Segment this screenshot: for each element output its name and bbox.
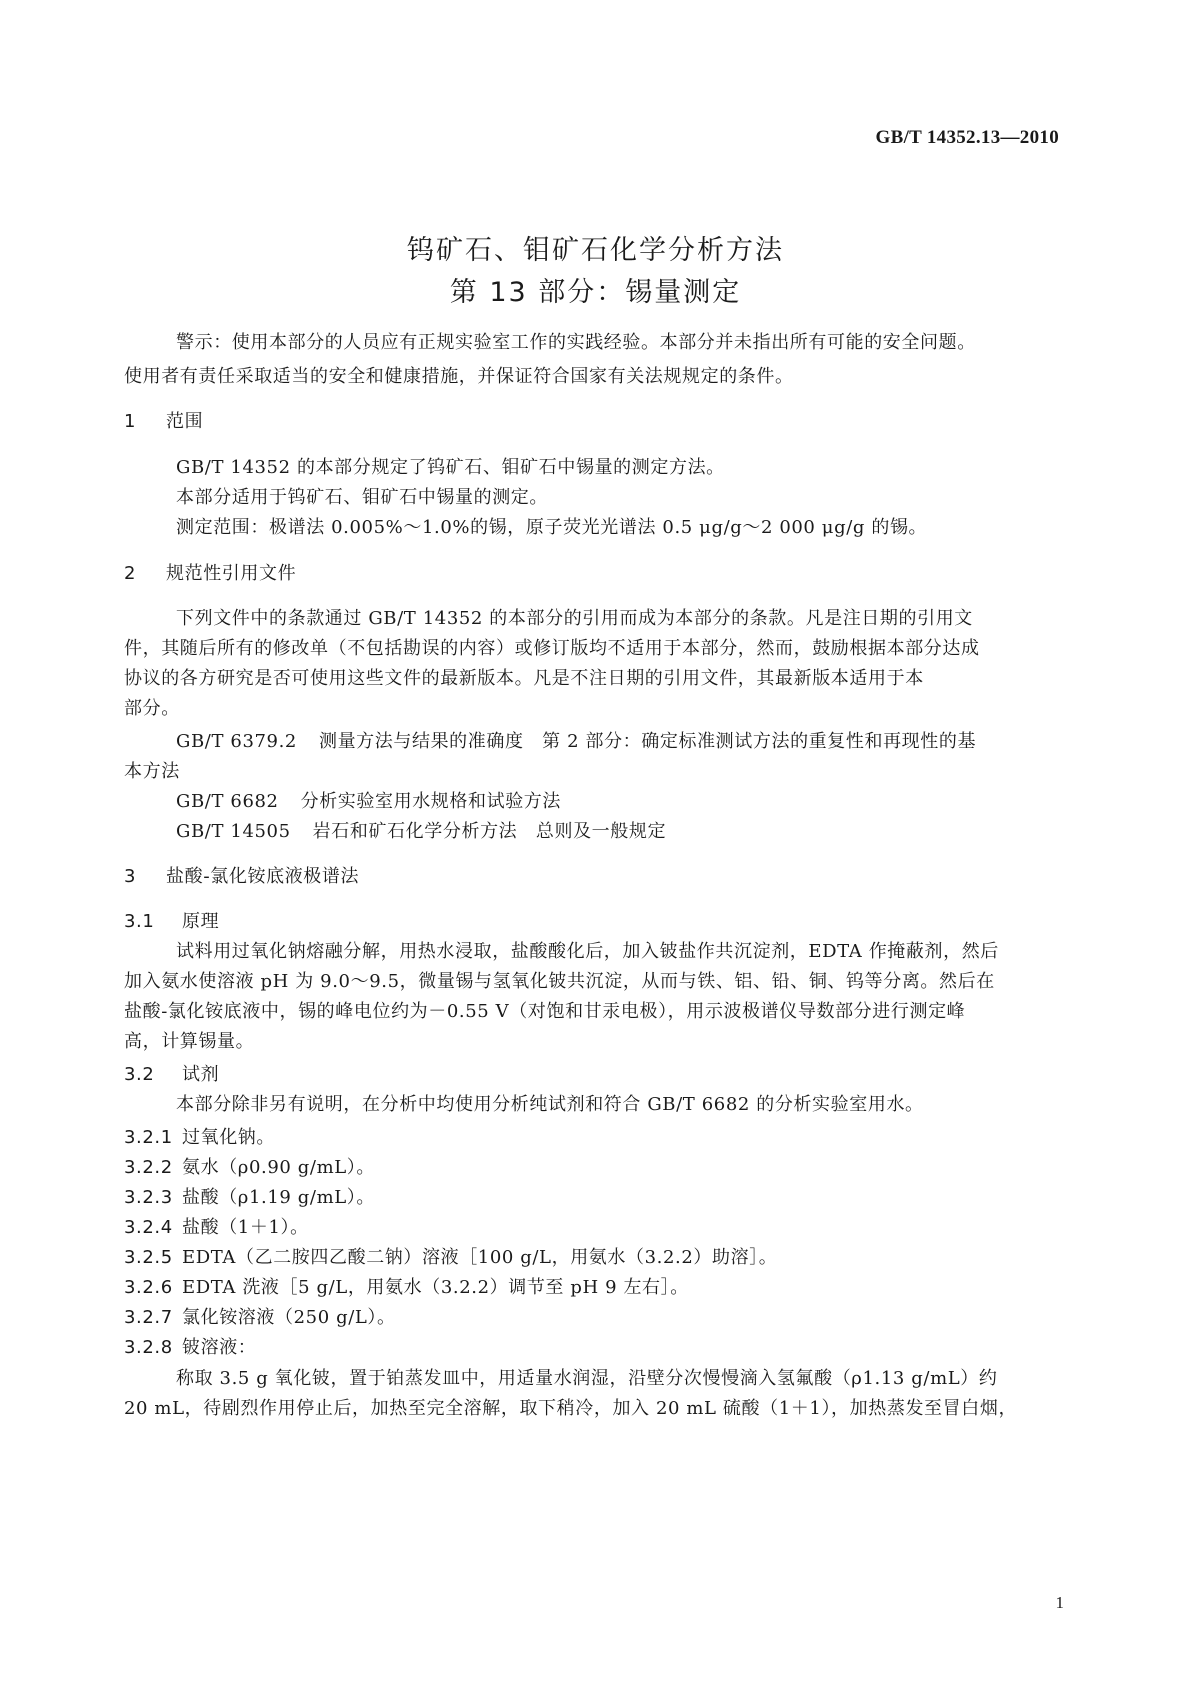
subsection-3-2-heading bbox=[124, 1063, 1064, 1087]
reagent-item bbox=[124, 1216, 1064, 1240]
reagent-number: 3.2.8 bbox=[124, 1337, 173, 1358]
section-3-number: 3 bbox=[124, 866, 137, 887]
reference-code: GB/T 14505 bbox=[176, 821, 291, 842]
reference-item bbox=[176, 790, 1064, 814]
warning-line-1: 警示：使用本部分的人员应有正规实验室工作的实践经验。本部分并未指出所有可能的安全问题。 bbox=[176, 332, 976, 353]
warning-line-2: 使用者有责任采取适当的安全和健康措施，并保证符合国家有关法规规定的条件。 bbox=[124, 366, 794, 387]
reagent-text: EDTA 洗液［5 g/L，用氨水（3.2.2）调节至 pH 9 左右］。 bbox=[182, 1277, 689, 1298]
document-subtitle: 第 13 部分：锡量测定 bbox=[449, 277, 742, 308]
s2-intro-line-4: 部分。 bbox=[124, 698, 180, 719]
section-1-heading bbox=[124, 410, 1064, 434]
reagent-text: 氨水（ρ0.90 g/mL）。 bbox=[182, 1157, 375, 1178]
s2-intro-line-1: 下列文件中的条款通过 GB/T 14352 的本部分的引用而成为本部分的条款。凡是注日期的引用文 bbox=[176, 608, 973, 629]
beryllium-prep-line-2: 20 mL，待剧烈作用停止后，加热至完全溶解，取下稍冷，加入 20 mL 硫酸（1＋1），加热蒸发至冒白烟， bbox=[124, 1398, 1018, 1419]
reagent-text: EDTA（乙二胺四乙酸二钠）溶液［100 g/L，用氨水（3.2.2）助溶］。 bbox=[182, 1247, 778, 1268]
reference-code: GB/T 6682 bbox=[176, 791, 279, 812]
reagent-text: 盐酸（1＋1）。 bbox=[182, 1217, 309, 1238]
subsection-3-1-title: 原理 bbox=[182, 911, 220, 932]
reagent-number: 3.2.7 bbox=[124, 1307, 173, 1328]
principle-line-1: 试料用过氧化钠熔融分解，用热水浸取，盐酸酸化后，加入铍盐作共沉淀剂，EDTA 作掩蔽剂，然后 bbox=[176, 941, 999, 962]
principle-line-2: 加入氨水使溶液 pH 为 9.0～9.5，微量锡与氢氧化铍共沉淀，从而与铁、铝、铅、铜、钨等分离。然后在 bbox=[124, 971, 995, 992]
section-3-title: 盐酸-氯化铵底液极谱法 bbox=[166, 866, 360, 887]
s1-para-1: GB/T 14352 的本部分规定了钨矿石、钼矿石中锡量的测定方法。 bbox=[176, 457, 725, 478]
reagent-text: 铍溶液： bbox=[182, 1337, 257, 1358]
reagent-item bbox=[124, 1156, 1064, 1180]
reagent-item bbox=[124, 1276, 1064, 1300]
standard-code: GB/T 14352.13—2010 bbox=[875, 127, 1059, 148]
reference-item bbox=[176, 730, 1064, 754]
reagents-intro: 本部分除非另有说明，在分析中均使用分析纯试剂和符合 GB/T 6682 的分析实验室用水。 bbox=[176, 1094, 924, 1115]
reference-code: GB/T 6379.2 bbox=[176, 731, 297, 752]
principle-line-3: 盐酸-氯化铵底液中，锡的峰电位约为－0.55 V（对饱和甘汞电极），用示波极谱仪导数部分进行测定峰 bbox=[124, 1001, 966, 1022]
subsection-3-1-number: 3.1 bbox=[124, 911, 155, 932]
reagent-number: 3.2.2 bbox=[124, 1157, 173, 1178]
section-2-heading bbox=[124, 562, 1064, 586]
section-2-number: 2 bbox=[124, 563, 137, 584]
reagent-number: 3.2.3 bbox=[124, 1187, 173, 1208]
section-1-number: 1 bbox=[124, 411, 137, 432]
reagent-item bbox=[124, 1306, 1064, 1330]
reagent-item bbox=[124, 1246, 1064, 1270]
subsection-3-1-heading bbox=[124, 910, 1064, 934]
principle-line-4: 高，计算锡量。 bbox=[124, 1031, 255, 1052]
reagent-number: 3.2.4 bbox=[124, 1217, 173, 1238]
reagent-text: 过氧化钠。 bbox=[182, 1127, 275, 1148]
reference-title-continued: 本方法 bbox=[124, 761, 180, 782]
page-number: 1 bbox=[1055, 1593, 1064, 1612]
section-3-heading bbox=[124, 865, 1064, 889]
beryllium-prep-line-1: 称取 3.5 g 氧化铍，置于铂蒸发皿中，用适量水润湿，沿壁分次慢慢滴入氢氟酸（ρ1.13 g/mL）约 bbox=[176, 1368, 998, 1389]
reference-title: 测量方法与结果的准确度 第 2 部分：确定标准测试方法的重复性和再现性的基 bbox=[318, 731, 977, 752]
reagent-text: 氯化铵溶液（250 g/L）。 bbox=[182, 1307, 396, 1328]
reagent-number: 3.2.6 bbox=[124, 1277, 173, 1298]
subsection-3-2-title: 试剂 bbox=[182, 1064, 220, 1085]
s1-para-2: 本部分适用于钨矿石、钼矿石中锡量的测定。 bbox=[176, 487, 548, 508]
reagent-item bbox=[124, 1186, 1064, 1210]
subsection-3-2-number: 3.2 bbox=[124, 1064, 155, 1085]
reagent-number: 3.2.1 bbox=[124, 1127, 173, 1148]
section-2-title: 规范性引用文件 bbox=[166, 563, 297, 584]
reagent-item bbox=[124, 1336, 1064, 1360]
s2-intro-line-2: 件，其随后所有的修改单（不包括勘误的内容）或修订版均不适用于本部分，然而，鼓励根据本部分达成 bbox=[124, 638, 980, 659]
s2-intro-line-3: 协议的各方研究是否可使用这些文件的最新版本。凡是不注日期的引用文件，其最新版本适用于本 bbox=[124, 668, 924, 689]
document-title: 钨矿石、钼矿石化学分析方法 bbox=[407, 235, 784, 266]
reagent-number: 3.2.5 bbox=[124, 1247, 173, 1268]
reference-item bbox=[176, 820, 1064, 844]
reagent-item bbox=[124, 1126, 1064, 1150]
reference-title: 岩石和矿石化学分析方法 总则及一般规定 bbox=[312, 821, 667, 842]
reagent-text: 盐酸（ρ1.19 g/mL）。 bbox=[182, 1187, 375, 1208]
s1-para-3: 测定范围：极谱法 0.005%～1.0%的锡，原子荧光光谱法 0.5 μg/g～2 000 μg/g 的锡。 bbox=[176, 517, 928, 538]
reference-title: 分析实验室用水规格和试验方法 bbox=[300, 791, 562, 812]
section-1-title: 范围 bbox=[166, 411, 204, 432]
